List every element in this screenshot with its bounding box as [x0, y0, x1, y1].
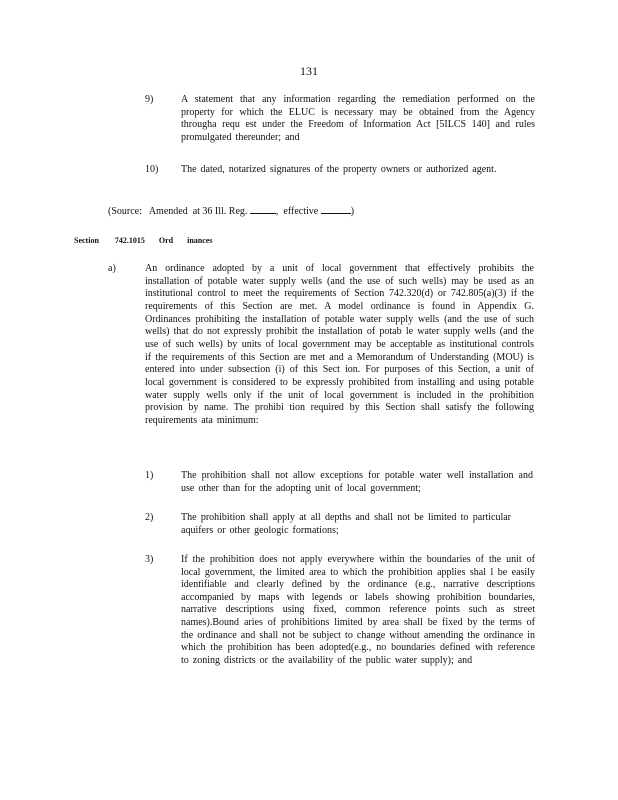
- list-item-number: 2): [145, 512, 154, 523]
- section-number: 742.1015: [114, 236, 145, 245]
- section-heading: [74, 236, 212, 245]
- list-item: [145, 164, 545, 192]
- section-label: Section: [74, 236, 99, 245]
- list-item-number: 3): [145, 554, 154, 565]
- list-item: [145, 554, 545, 714]
- section-title-part1: Ord: [158, 236, 174, 245]
- section-title-part2: inances: [187, 236, 213, 245]
- list-item-text: The dated, notarized signatures of the property owners or authorized agent.: [181, 164, 497, 175]
- list-item-text: If the prohibition does not apply everywhere within the boundaries of the unit of local government, the limited area to which the prohibition applies shal l be easily identifiable and clearly defined by the ordinance (e.g., narrative descriptions accompanied by maps with legends or labels showing prohibition boundaries, narrative descriptions using fixed, common reference points such as street names).Bound aries of prohibitions limited by area shall be fixed by the terms of the ordinance and shall not be subject to change without amending the ordinance in which the prohibition has been adopted(e.g., no boundaries defined with reference to zoning districts or the availability of the public water supply); and: [181, 554, 535, 666]
- page-number: 131: [300, 64, 318, 78]
- subsection-label: a): [108, 263, 116, 274]
- subsection-text: An ordinance adopted by a unit of local government that effectively prohibits the installation of potable water supply wells (and the use of such wells) may be used as an institutional control to meet the requirements of Section 742.320(d) or 742.805(a)(3) if the requirements of this Section are met. A model ordinance is found in Appendix G. Ordinances prohibiting the installation of potable water supply wells (and the use of such wells) that do not expressly prohibit the installation of potab le water supply wells (and the use of such wells) by units of local government may be acceptable as institutional controls if the requirements of this Section are met and a Memorandum of Understanding (MOU) is entered into under subsection (i) of this Sect ion. For purposes of this Section, a unit of local government is considered to be expressly prohibited from installing and using potable water supply wells only if the unit of local government is included in the prohibition provision by name. The prohibi tion required by this Section shall satisfy the following requirements ata minimum:: [145, 263, 534, 426]
- list-item: [145, 94, 545, 146]
- source-prefix: (Source: Amended at 36 Ill. Reg.: [108, 206, 250, 217]
- source-suffix: ): [350, 206, 355, 217]
- list-item-number: 9): [145, 94, 154, 105]
- list-item-number: 1): [145, 470, 154, 481]
- source-note: [108, 204, 354, 217]
- date-blank: [321, 204, 351, 214]
- list-item-text: The prohibition shall apply at all depths and shall not be limited to particular aquifers or other geologic formations;: [181, 512, 511, 536]
- list-item-number: 10): [145, 164, 159, 175]
- source-middle: , effective: [275, 206, 321, 217]
- list-item-text: The prohibition shall not allow exceptions for potable water well installation and use other than for the adopting unit of local government;: [181, 470, 533, 494]
- list-item: [145, 470, 545, 498]
- list-item: [145, 512, 545, 540]
- date-blank: [250, 204, 276, 214]
- list-item-text: A statement that any information regarding the remediation performed on the property for which the ELUC is necessary may be obtained from the Agency througha requ est under the Freedom of Information Act [5ILCS 140] and rules promulgated thereunder; and: [181, 94, 535, 143]
